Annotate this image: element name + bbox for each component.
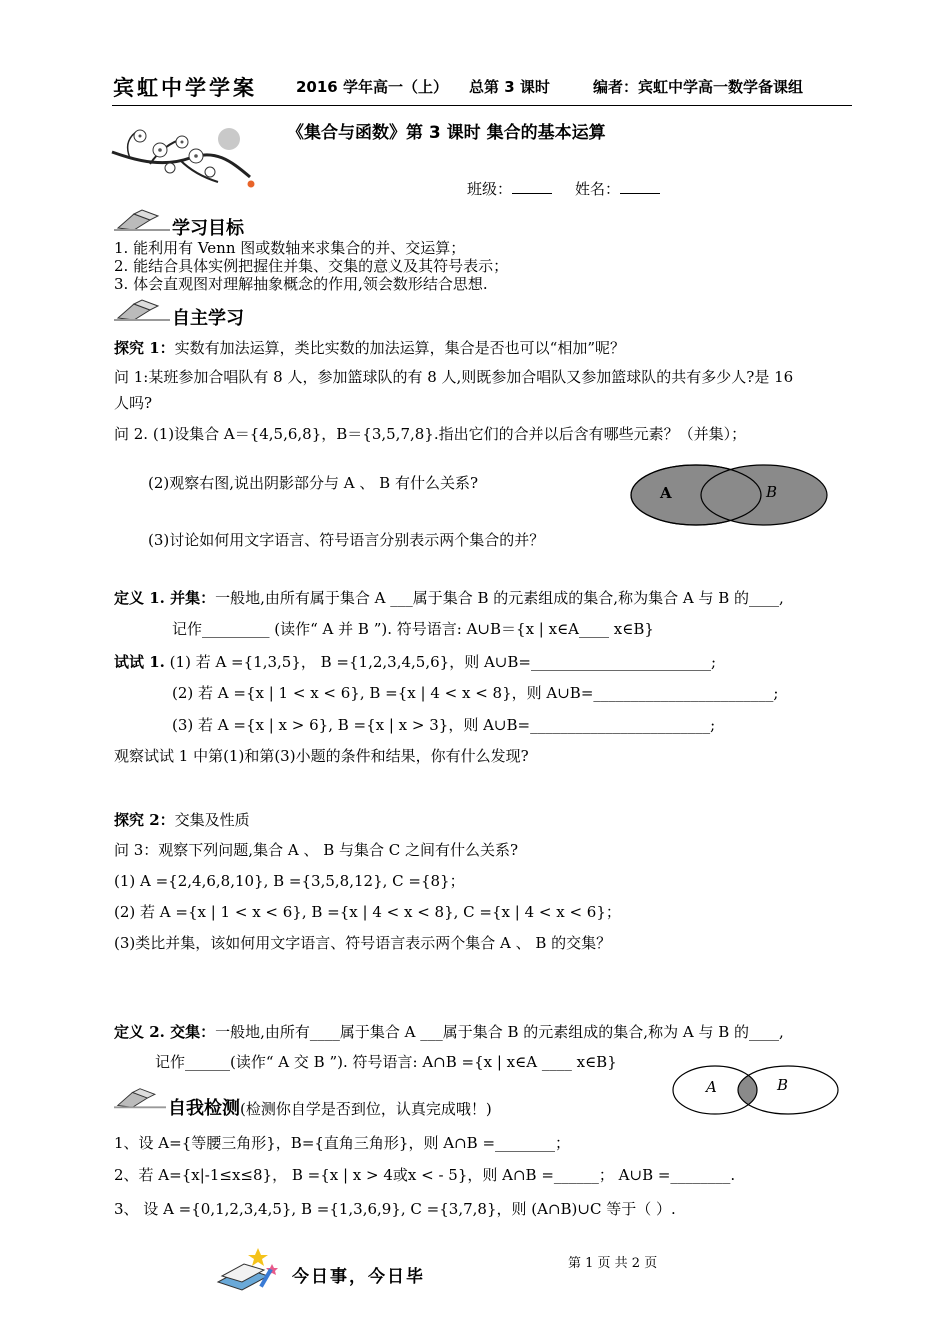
definition-intersection-label: 定义 2. 交集： <box>114 1023 216 1041</box>
explore2-label: 探究 2： <box>114 811 175 829</box>
lesson-title: 《集合与函数》第 3 课时 集合的基本运算 <box>287 123 606 143</box>
try1-observe: 观察试试 1 中第(1)和第(3)小题的条件和结果，你有什么发现? <box>114 747 529 765</box>
book-icon <box>114 1086 166 1110</box>
try1-line1 <box>114 650 716 674</box>
venn1-label-a: A <box>660 484 672 502</box>
question-1-line1: 问 1:某班参加合唱队有 8 人，参加篮球队的有 8 人,则既参加合唱队又参加篮球队的共有多少人?是 16 <box>114 368 794 386</box>
try1-part2: (2) 若 A ={x | 1 < x < 6}, B ={x | 4 < x < 8}，则 A∪B=________________________; <box>172 684 779 702</box>
plum-blossom-illustration <box>110 122 270 194</box>
check-question-3: 3、 设 A ={0,1,2,3,4,5}, B ={1,3,6,9}, C ={3,7,8}，则 (A∩B)∪C 等于（ ）. <box>114 1200 676 1218</box>
question-3-part2: (2) 若 A ={x | 1 < x < 6}, B ={x | 4 < x < 8}, C ={x | 4 < x < 6}； <box>114 903 621 921</box>
question-2-part3: (3)讨论如何用文字语言、符号语言分别表示两个集合的并？ <box>148 531 545 549</box>
section-self-study-heading: 自主学习 <box>172 308 244 329</box>
question-2-part2: (2)观察右图,说出阴影部分与 A 、 B 有什么关系? <box>148 474 478 492</box>
question-3: 问 3：观察下列问题,集合 A 、 B 与集合 C 之间有什么关系? <box>114 841 519 859</box>
venn2-label-b: B <box>777 1076 789 1094</box>
goal-item: 1. 能利用有 Venn 图或数轴来求集合的并、交运算； <box>114 239 466 257</box>
goal-item: 2. 能结合具体实例把握住并集、交集的意义及其符号表示； <box>114 257 509 275</box>
try1-label: 试试 1. <box>114 653 165 671</box>
venn-diagram-intersection <box>670 1064 840 1116</box>
self-check-heading-line <box>168 1094 492 1120</box>
book-icon <box>114 208 170 232</box>
definition-union-text: 一般地,由所有属于集合 A ___属于集合 B 的元素组成的集合,称为集合 A 与 B 的____, <box>215 589 784 607</box>
venn2-label-a: A <box>706 1078 717 1096</box>
header-editor: 编者：宾虹中学高一数学备课组 <box>593 78 804 96</box>
explore1-text: 实数有加法运算，类比实数的加法运算，集合是否也可以“相加”呢？ <box>174 339 626 357</box>
name-field[interactable] <box>575 178 660 199</box>
check-question-1: 1、设 A={等腰三角形}，B={直角三角形}，则 A∩B =________； <box>114 1134 571 1152</box>
question-3-part1: (1) A ={2,4,6,8,10}, B ={3,5,8,12}, C ={8}； <box>114 872 465 890</box>
school-logo: 宾虹中学学案 <box>113 75 257 100</box>
class-label: 班级： <box>467 180 513 198</box>
section-goals-heading: 学习目标 <box>172 218 244 239</box>
header-year: 2016 学年高一（上） <box>296 78 448 96</box>
definition-intersection-line2: 记作______(读作“ A 交 B ”). 符号语言: A∩B ={x | x∈A ____ x∈B} <box>155 1053 617 1071</box>
question-1-line2: 人吗? <box>114 394 153 412</box>
explore1-line <box>114 336 625 360</box>
explore2-text: 交集及性质 <box>174 811 250 829</box>
try1-part1: (1) 若 A ={1,3,5}， B ={1,2,3,4,5,6}，则 A∪B=________________________; <box>169 653 717 671</box>
definition-union-line2: 记作_________ (读作“ A 并 B ”). 符号语言: A∪B＝{x | x∈A____ x∈B} <box>172 620 654 638</box>
section-self-check-heading: 自我检测 <box>168 1098 240 1119</box>
question-2: 问 2. (1)设集合 A＝{4,5,6,8}，B＝{3,5,7,8}.指出它们的合并以后含有哪些元素？（并集）； <box>114 425 747 443</box>
question-3-part3: (3)类比并集，该如何用文字语言、符号语言表示两个集合 A 、 B 的交集？ <box>114 934 612 952</box>
definition-union-line1 <box>114 586 784 610</box>
book-icon <box>114 298 170 322</box>
class-field[interactable] <box>467 178 552 199</box>
try1-part3: (3) 若 A ={x | x > 6}, B ={x | x > 3}，则 A∪B=________________________; <box>172 716 716 734</box>
self-check-note: (检测你自学是否到位，认真完成哦！) <box>240 1100 492 1118</box>
definition-intersection-line1 <box>114 1020 784 1044</box>
books-stars-illustration <box>214 1246 280 1292</box>
page-number: 第 1 页 共 2 页 <box>568 1256 658 1271</box>
venn-diagram-union <box>628 462 832 528</box>
goal-item: 3. 体会直观图对理解抽象概念的作用,领会数形结合思想. <box>114 275 488 293</box>
footer-motto: 今日事，今日毕 <box>292 1267 425 1287</box>
definition-union-label: 定义 1. 并集： <box>114 589 216 607</box>
venn1-label-b: B <box>766 483 778 501</box>
check-question-2: 2、若 A={x|-1≤x≤8}， B ={x | x > 4或x < - 5}，则 A∩B =______； A∪B =________. <box>114 1166 736 1184</box>
header-rule <box>112 105 852 106</box>
explore1-label: 探究 1： <box>114 339 175 357</box>
name-label: 姓名： <box>575 180 621 198</box>
explore2-line <box>114 808 250 832</box>
header-lesson-total: 总第 3 课时 <box>469 78 550 96</box>
definition-intersection-text: 一般地,由所有____属于集合 A ___属于集合 B 的元素组成的集合,称为 A 与 B 的____, <box>215 1023 784 1041</box>
